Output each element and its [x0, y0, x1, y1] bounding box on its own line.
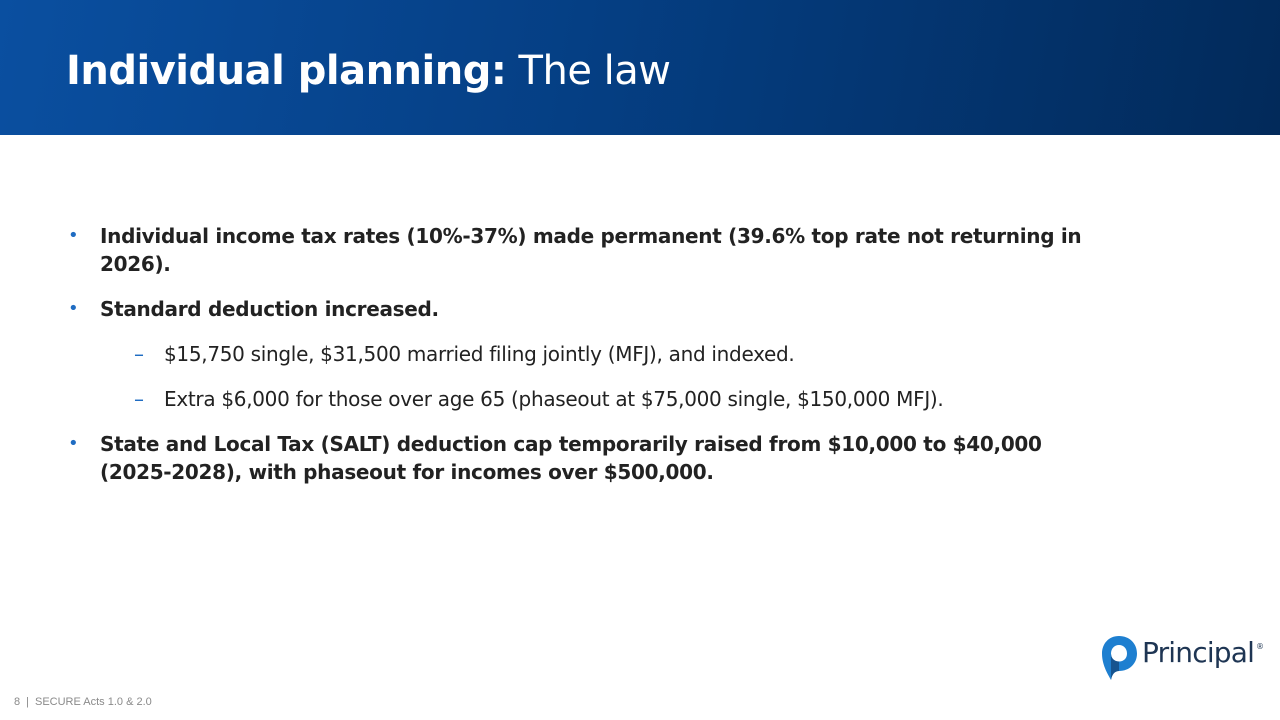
slide-title-bold: Individual planning:: [66, 48, 507, 94]
bullet-list: [68, 222, 1108, 503]
footer-label: SECURE Acts 1.0 & 2.0: [34, 696, 152, 708]
bullet-marker: •: [68, 433, 79, 454]
bullet-item: [68, 222, 1108, 278]
logo-wordmark: Principal: [1142, 636, 1255, 669]
footer-separator: |: [26, 696, 29, 708]
bullet-item: [68, 430, 1108, 486]
bullet-text: Standard deduction increased.: [100, 297, 439, 321]
bullet-text: Individual income tax rates (10%-37%) made permanent (39.6% top rate not returning in 2026).: [100, 224, 1082, 276]
sub-bullet-item: [68, 385, 1108, 413]
bullet-marker: •: [68, 298, 79, 319]
title-banner: [0, 0, 1280, 135]
slide-title-light: The law: [506, 48, 671, 94]
slide-footer: [14, 696, 152, 708]
principal-logo-icon: [1100, 634, 1140, 682]
page-number: 8: [14, 696, 21, 708]
bullet-marker: •: [68, 225, 79, 246]
sub-bullet-item: [68, 340, 1108, 368]
sub-bullet-marker: –: [134, 342, 144, 366]
slide-title: [66, 44, 671, 98]
sub-bullet-text: $15,750 single, $31,500 married filing jointly (MFJ), and indexed.: [164, 342, 795, 366]
sub-bullet-marker: –: [134, 387, 144, 411]
principal-logo: [1100, 632, 1270, 682]
sub-bullet-text: Extra $6,000 for those over age 65 (phaseout at $75,000 single, $150,000 MFJ).: [164, 387, 944, 411]
bullet-item: [68, 295, 1108, 323]
bullet-text: State and Local Tax (SALT) deduction cap temporarily raised from $10,000 to $40,000 (2025-2028), with phaseout for incomes over $500,000.: [100, 432, 1042, 484]
registered-mark: ®: [1256, 642, 1264, 651]
